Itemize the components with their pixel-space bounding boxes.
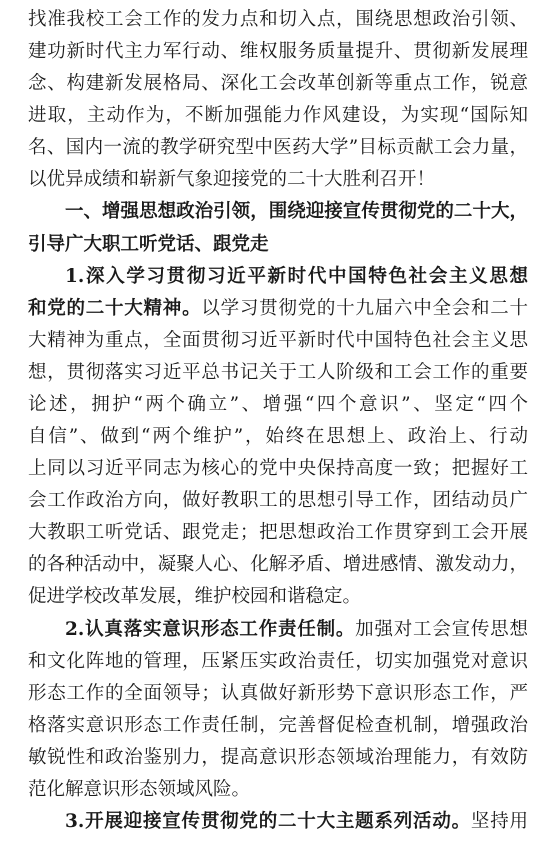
item1-line-2 — [28, 299, 528, 321]
intro-line-6: 以优异成绩和崭新气象迎接党的二十大胜利召开！ — [28, 169, 436, 191]
item1-body-line: 论述，拥护“两个确立”、增强“四个意识”、坚定“四个 — [28, 393, 528, 415]
item2-title: 2.认真落实意识形态工作责任制。 — [65, 618, 356, 640]
intro-line-5: 名、国内一流的教学研究型中医药大学”目标贡献工会力量， — [28, 137, 528, 159]
intro-line-3: 念、构建新发展格局、深化工会改革创新等重点工作，锐意 — [28, 73, 528, 95]
item1-body-line: 会工作政治方向，做好教职工的思想引导工作，团结动员广 — [28, 490, 528, 512]
item1-body-line: 大教职工听党话、跟党走；把思想政治工作贯穿到工会开展 — [28, 522, 528, 544]
item2-body-line: 和文化阵地的管理，压紧压实政治责任，切实加强党对意识 — [28, 650, 528, 672]
item1-title-line-1: 1.深入学习贯彻习近平新时代中国特色社会主义思想 — [65, 265, 528, 287]
item3-line-1-text: 坚持用 — [470, 811, 528, 832]
intro-line-4: 进取，主动作为，不断加强能力作风建设，为实现“国际知 — [28, 105, 528, 127]
item3-title: 3.开展迎接宣传贯彻党的二十大主题系列活动。 — [65, 811, 471, 832]
item2-body-line: 格落实意识形态工作责任制，完善督促检查机制，增强政治 — [28, 714, 528, 736]
item1-line-2-text: 以学习贯彻党的十九届六中全会和二十 — [201, 297, 528, 319]
intro-line-1: 找准我校工会工作的发力点和切入点，围绕思想政治引领、 — [28, 9, 528, 30]
intro-line-2: 建功新时代主力军行动、维权服务质量提升、贯彻新发展理 — [28, 41, 528, 63]
item1-body-line: 自信”、做到“两个维护”，始终在思想上、政治上、行动 — [28, 426, 528, 448]
item1-body-line: 的各种活动中，凝聚人心、化解矛盾、增进感情、激发动力， — [28, 554, 528, 576]
item1-body-line: 想，贯彻落实习近平总书记关于工人阶级和工会工作的重要 — [28, 361, 528, 383]
item2-line-1 — [65, 620, 528, 642]
item1-body-line: 大精神为重点，全面贯彻习近平新时代中国特色社会主义思 — [28, 329, 528, 351]
item2-body-line: 范化解意识形态领域风险。 — [28, 778, 251, 800]
item1-body-line: 上同以习近平同志为核心的党中央保持高度一致；把握好工 — [28, 458, 528, 480]
item1-title-line-2: 和党的二十大精神。 — [28, 297, 202, 319]
item1-body-line: 促进学校改革发展，维护校园和谐稳定。 — [28, 586, 362, 608]
item3-line-1 — [65, 812, 528, 834]
item2-body-line: 形态工作的全面领导；认真做好新形势下意识形态工作，严 — [28, 682, 528, 704]
item2-body-line: 敏锐性和政治鉴别力，提高意识形态领域治理能力，有效防 — [28, 746, 528, 768]
section-heading-line-1: 一、增强思想政治引领，围绕迎接宣传贯彻党的二十大， — [65, 201, 528, 223]
item2-line-1-text: 加强对工会宣传思想 — [355, 618, 528, 640]
section-heading-line-2: 引导广大职工听党话、跟党走 — [28, 233, 269, 255]
